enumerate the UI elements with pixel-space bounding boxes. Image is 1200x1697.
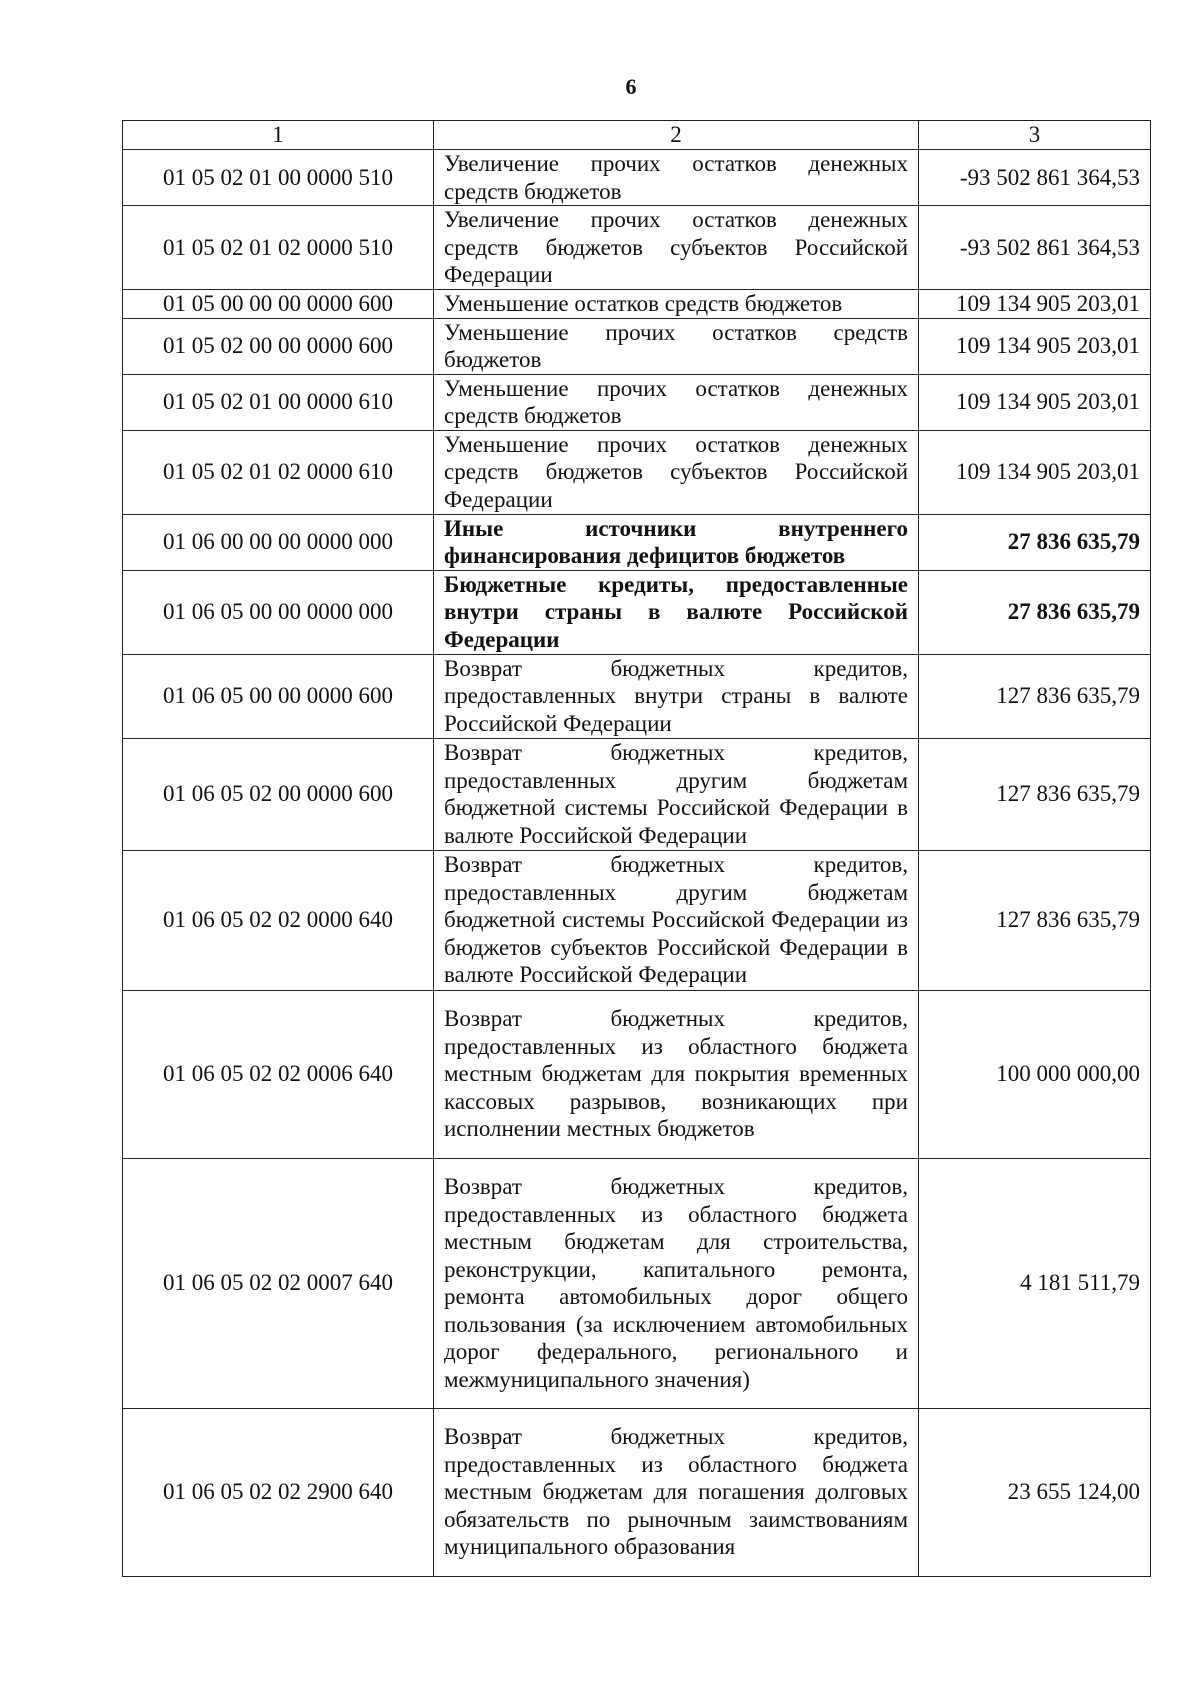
description-cell: Уменьшение прочих остатков средств бюджетов [434, 318, 919, 374]
budget-code-cell: 01 06 05 00 00 0000 000 [123, 570, 434, 654]
table-row [123, 150, 1151, 206]
budget-code-cell: 01 06 05 02 00 0000 600 [123, 738, 434, 850]
table-row [123, 570, 1151, 654]
table-row [123, 514, 1151, 570]
budget-code-cell: 01 05 02 01 02 0000 610 [123, 430, 434, 514]
budget-code-cell: 01 05 02 01 02 0000 510 [123, 206, 434, 290]
description-cell: Возврат бюджетных кредитов, предоставленных из областного бюджета местным бюджетам для строительства, реконструкции, капитального ремонта, ремонта автомобильных дорог общего пользования (за исключением автомобильных дорог федерального, регионального и межмуниципального значения) [434, 1158, 919, 1408]
description-cell: Возврат бюджетных кредитов, предоставленных из областного бюджета местным бюджетам для погашения долговых обязательств по рыночным заимствованиям муниципального образования [434, 1408, 919, 1576]
budget-code-cell: 01 06 05 02 02 0007 640 [123, 1158, 434, 1408]
budget-sources-table [122, 120, 1151, 1577]
page-number: 6 [625, 74, 637, 99]
budget-code-cell: 01 06 00 00 00 0000 000 [123, 514, 434, 570]
description-cell: Бюджетные кредиты, предоставленные внутри страны в валюте Российской Федерации [434, 570, 919, 654]
description-cell: Уменьшение прочих остатков денежных средств бюджетов [434, 374, 919, 430]
budget-code-cell: 01 06 05 00 00 0000 600 [123, 654, 434, 738]
budget-code-cell: 01 05 02 01 00 0000 610 [123, 374, 434, 430]
column-header-2: 2 [434, 121, 919, 150]
amount-cell: 109 134 905 203,01 [919, 290, 1151, 319]
budget-code-cell: 01 05 02 01 00 0000 510 [123, 150, 434, 206]
amount-cell: 23 655 124,00 [919, 1408, 1151, 1576]
table-row [123, 1158, 1151, 1408]
amount-cell: 109 134 905 203,01 [919, 430, 1151, 514]
description-cell: Возврат бюджетных кредитов, предоставленных другим бюджетам бюджетной системы Российской Федерации из бюджетов субъектов Российской Федерации в валюте Российской Федерации [434, 850, 919, 990]
table-row [123, 430, 1151, 514]
amount-cell: -93 502 861 364,53 [919, 206, 1151, 290]
description-cell: Возврат бюджетных кредитов, предоставленных другим бюджетам бюджетной системы Российской Федерации в валюте Российской Федерации [434, 738, 919, 850]
table-row [123, 850, 1151, 990]
column-header-1: 1 [123, 121, 434, 150]
column-header-3: 3 [919, 121, 1151, 150]
amount-cell: 109 134 905 203,01 [919, 318, 1151, 374]
table-row [123, 738, 1151, 850]
description-cell: Увеличение прочих остатков денежных средств бюджетов [434, 150, 919, 206]
amount-cell: -93 502 861 364,53 [919, 150, 1151, 206]
amount-cell: 100 000 000,00 [919, 990, 1151, 1158]
table-row [123, 654, 1151, 738]
budget-code-cell: 01 06 05 02 02 0006 640 [123, 990, 434, 1158]
table-row [123, 290, 1151, 319]
table-row [123, 206, 1151, 290]
budget-code-cell: 01 06 05 02 02 2900 640 [123, 1408, 434, 1576]
budget-code-cell: 01 06 05 02 02 0000 640 [123, 850, 434, 990]
table-row [123, 1408, 1151, 1576]
table-row [123, 990, 1151, 1158]
amount-cell: 127 836 635,79 [919, 850, 1151, 990]
description-cell: Уменьшение прочих остатков денежных средств бюджетов субъектов Российской Федерации [434, 430, 919, 514]
description-cell: Иные источники внутреннего финансирования дефицитов бюджетов [434, 514, 919, 570]
description-cell: Возврат бюджетных кредитов, предоставленных внутри страны в валюте Российской Федерации [434, 654, 919, 738]
description-cell: Возврат бюджетных кредитов, предоставленных из областного бюджета местным бюджетам для покрытия временных кассовых разрывов, возникающих при исполнении местных бюджетов [434, 990, 919, 1158]
amount-cell: 127 836 635,79 [919, 654, 1151, 738]
amount-cell: 27 836 635,79 [919, 514, 1151, 570]
amount-cell: 4 181 511,79 [919, 1158, 1151, 1408]
table-header-row [123, 121, 1151, 150]
table-row [123, 318, 1151, 374]
amount-cell: 127 836 635,79 [919, 738, 1151, 850]
amount-cell: 109 134 905 203,01 [919, 374, 1151, 430]
table-row [123, 374, 1151, 430]
budget-code-cell: 01 05 00 00 00 0000 600 [123, 290, 434, 319]
description-cell: Уменьшение остатков средств бюджетов [434, 290, 919, 319]
budget-code-cell: 01 05 02 00 00 0000 600 [123, 318, 434, 374]
description-cell: Увеличение прочих остатков денежных средств бюджетов субъектов Российской Федерации [434, 206, 919, 290]
amount-cell: 27 836 635,79 [919, 570, 1151, 654]
